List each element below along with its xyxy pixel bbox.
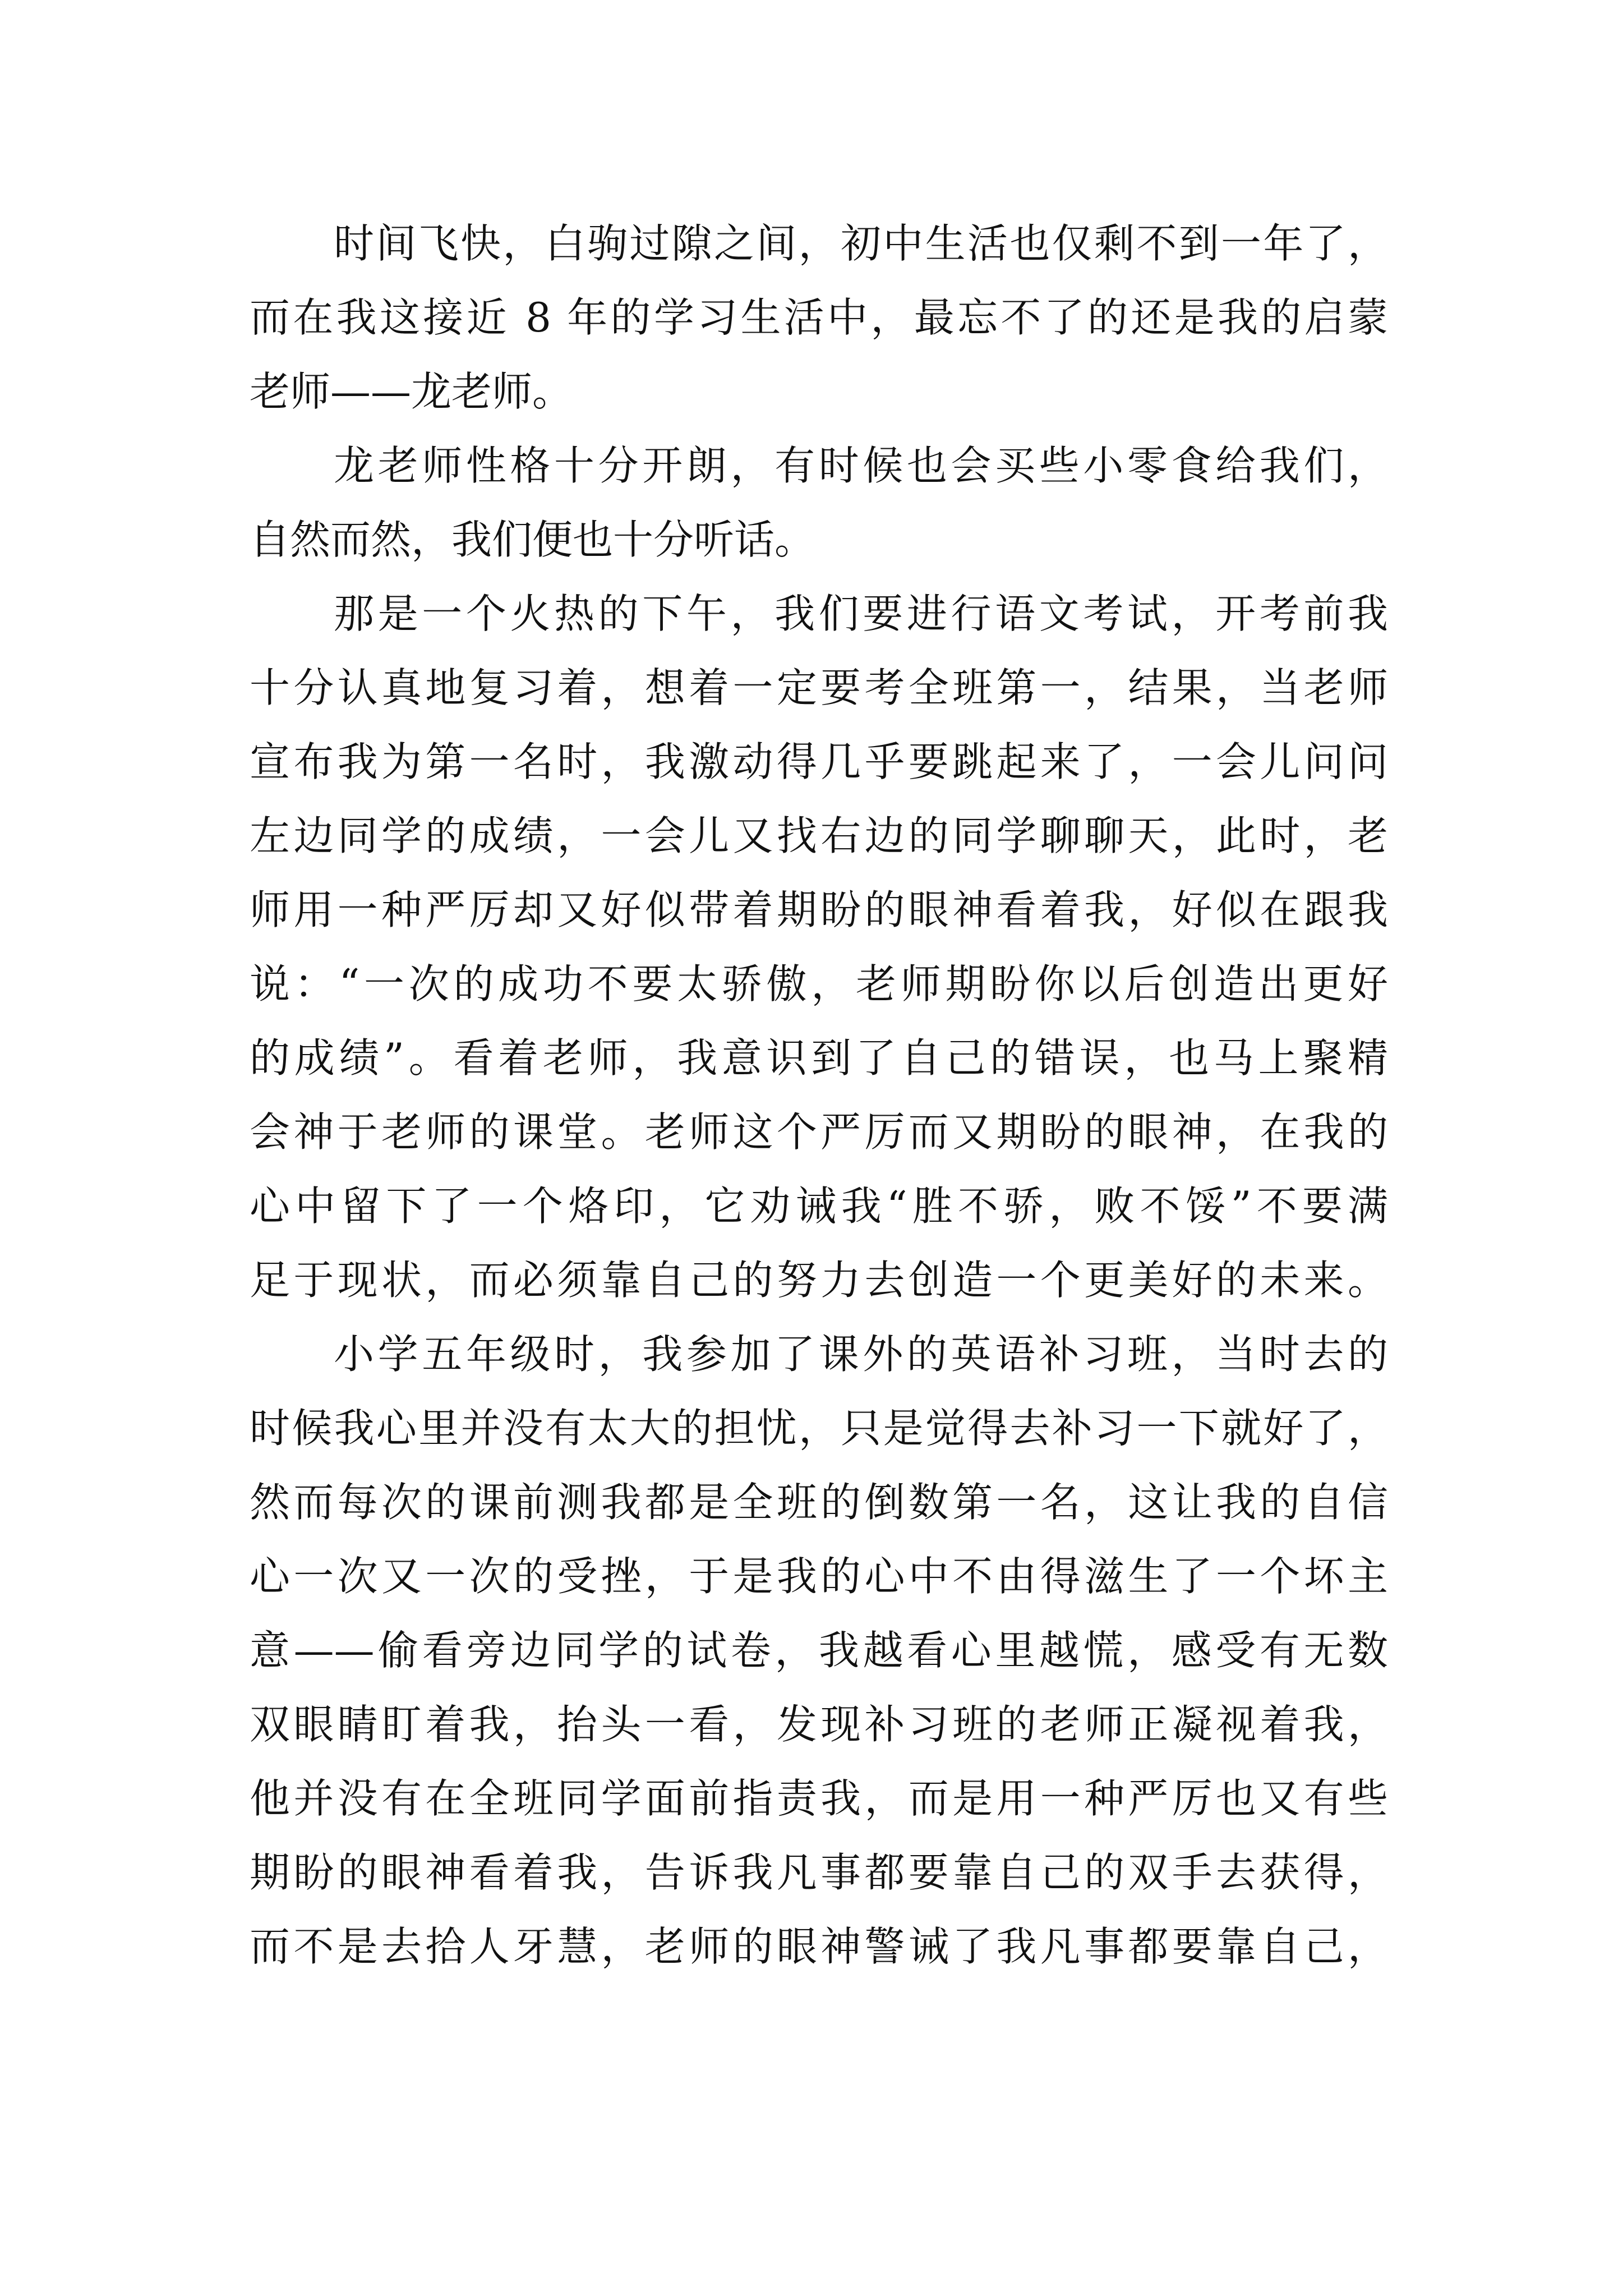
text-line: 心一次又一次的受挫，于是我的心中不由得滋生了一个坏主 — [250, 1553, 1388, 1600]
text-line: 老师——龙老师。 — [250, 368, 573, 415]
text-line: 他并没有在全班同学面前指责我，而是用一种严厉也又有些 — [250, 1775, 1388, 1822]
text-line: 时候我心里并没有太大的担忧，只是觉得去补习一下就好了， — [250, 1405, 1388, 1452]
text-line: 然而每次的课前测我都是全班的倒数第一名，这让我的自信 — [250, 1479, 1388, 1526]
text-line: 左边同学的成绩，一会儿又找右边的同学聊聊天，此时，老 — [250, 812, 1388, 859]
text-line: 的成绩”。看着老师，我意识到了自己的错误，也马上聚精 — [250, 1034, 1388, 1082]
text-line: 会神于老师的课堂。老师这个严厉而又期盼的眼神，在我的 — [250, 1108, 1388, 1156]
text-line: 宣布我为第一名时，我激动得几乎要跳起来了，一会儿问问 — [250, 738, 1388, 785]
text-line: 说：“一次的成功不要太骄傲，老师期盼你以后创造出更好 — [250, 960, 1388, 1007]
text-line: 意——偷看旁边同学的试卷，我越看心里越慌，感受有无数 — [250, 1627, 1388, 1674]
text-line: 而不是去拾人牙慧，老师的眼神警诫了我凡事都要靠自己， — [250, 1923, 1388, 1970]
text-line: 时间飞快，白驹过隙之间，初中生活也仅剩不到一年了， — [334, 220, 1388, 267]
text-line: 十分认真地复习着，想着一定要考全班第一，结果，当老师 — [250, 664, 1388, 711]
text-line: 师用一种严厉却又好似带着期盼的眼神看着我，好似在跟我 — [250, 886, 1388, 933]
text-line: 双眼睛盯着我，抬头一看，发现补习班的老师正凝视着我， — [250, 1701, 1388, 1748]
text-line: 龙老师性格十分开朗，有时候也会买些小零食给我们， — [334, 442, 1388, 489]
text-line: 自然而然，我们便也十分听话。 — [250, 516, 815, 563]
text-line: 足于现状，而必须靠自己的努力去创造一个更美好的未来。 — [250, 1257, 1388, 1304]
text-line: 小学五年级时，我参加了课外的英语补习班，当时去的 — [334, 1331, 1388, 1378]
text-line: 期盼的眼神看着我，告诉我凡事都要靠自己的双手去获得， — [250, 1849, 1388, 1896]
text-line: 而在我这接近 8 年的学习生活中，最忘不了的还是我的启蒙 — [250, 294, 1388, 341]
text-line: 那是一个火热的下午，我们要进行语文考试，开考前我 — [334, 590, 1388, 637]
essay-body — [250, 206, 1388, 1984]
text-line: 心中留下了一个烙印，它劝诫我“胜不骄，败不馁”不要满 — [250, 1182, 1388, 1230]
